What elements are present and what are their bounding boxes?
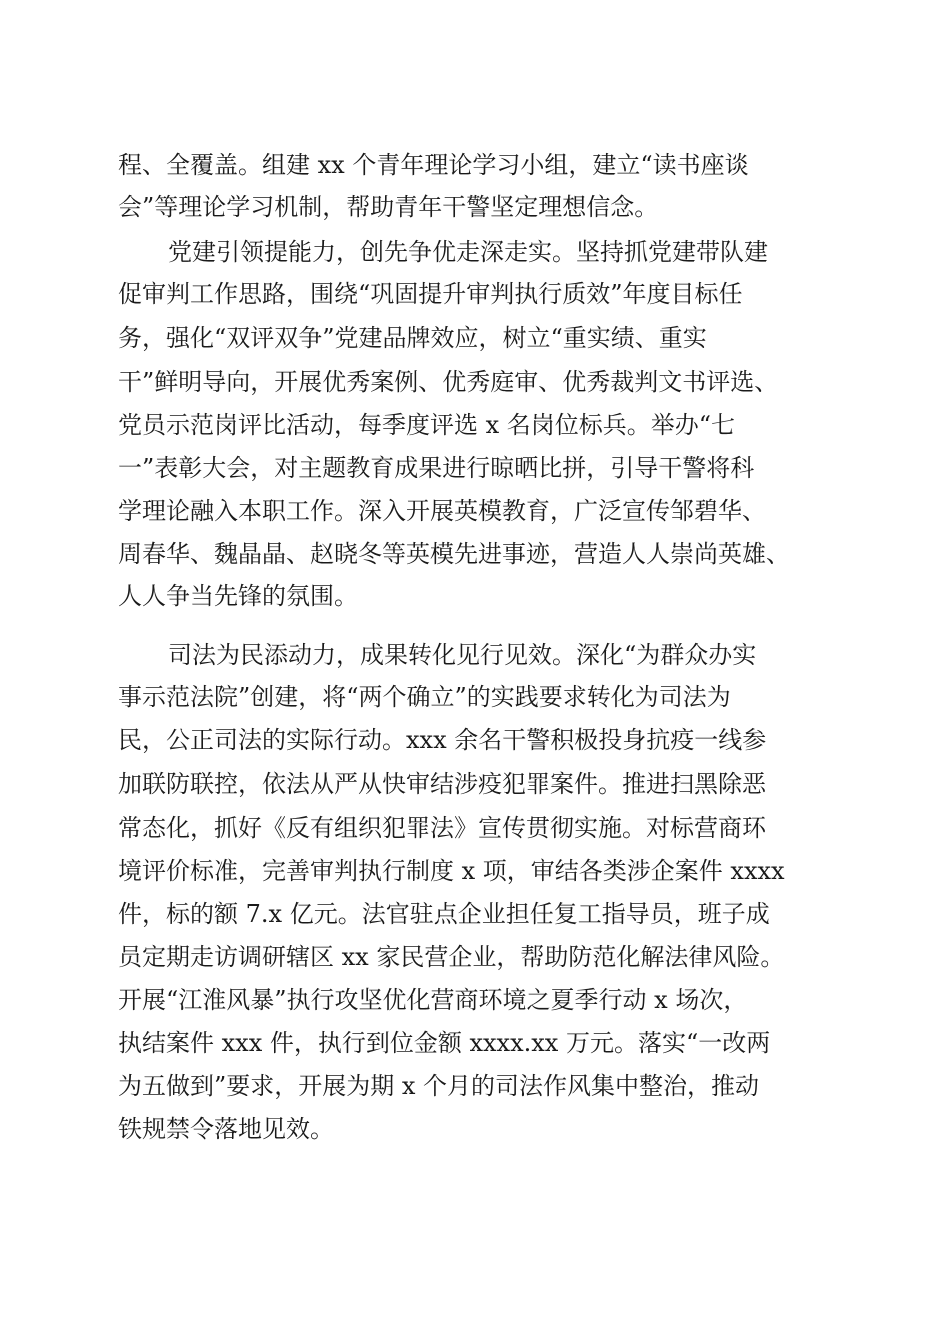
text-line: 党建引领提能力，创先争优走深走实。坚持抓党建带队建 [168, 238, 768, 266]
text-line: 促审判工作思路，围绕“巩固提升审判执行质效”年度目标任 [118, 280, 743, 308]
text-line: 境评价标准，完善审判执行制度 x 项，审结各类涉企案件 xxxx [118, 857, 785, 885]
text-line: 员定期走访调研辖区 xx 家民营企业，帮助防范化解法律风险。 [118, 943, 785, 971]
text-line: 务，强化“双评双争”党建品牌效应，树立“重实绩、重实 [118, 324, 707, 352]
text-line: 学理论融入本职工作。深入开展英模教育，广泛宣传邹碧华、 [118, 497, 766, 525]
text-line: 一”表彰大会，对主题教育成果进行晾晒比拼，引导干警将科 [118, 454, 755, 482]
text-line: 人人争当先锋的氛围。 [118, 582, 358, 610]
text-line: 会”等理论学习机制，帮助青年干警坚定理想信念。 [118, 193, 659, 221]
text-line: 干”鲜明导向，开展优秀案例、优秀庭审、优秀裁判文书评选、 [118, 368, 779, 396]
text-line: 民，公正司法的实际行动。xxx 余名干警积极投身抗疫一线参 [118, 726, 767, 754]
text-line: 执结案件 xxx 件，执行到位金额 xxxx.xx 万元。落实“一改两 [118, 1029, 771, 1057]
text-line: 党员示范岗评比活动，每季度评选 x 名岗位标兵。举办“七 [118, 411, 736, 439]
text-line: 司法为民添动力，成果转化见行见效。深化“为群众办实 [168, 641, 757, 669]
text-line: 程、全覆盖。组建 xx 个青年理论学习小组，建立“读书座谈 [118, 151, 749, 179]
text-line: 为五做到”要求，开展为期 x 个月的司法作风集中整治，推动 [118, 1072, 760, 1100]
text-line: 加联防联控，依法从严从快审结涉疫犯罪案件。推进扫黑除恶 [118, 770, 766, 798]
text-line: 事示范法院”创建，将“两个确立”的实践要求转化为司法为 [118, 683, 731, 711]
text-line: 常态化，抓好《反有组织犯罪法》宣传贯彻实施。对标营商环 [118, 814, 766, 842]
text-line: 件，标的额 7.x 亿元。法官驻点企业担任复工指导员，班子成 [118, 900, 770, 928]
text-line: 开展“江淮风暴”执行攻坚优化营商环境之夏季行动 x 场次， [118, 986, 748, 1014]
text-line: 铁规禁令落地见效。 [118, 1115, 334, 1143]
text-line: 周春华、魏晶晶、赵晓冬等英模先进事迹，营造人人崇尚英雄、 [118, 540, 790, 568]
